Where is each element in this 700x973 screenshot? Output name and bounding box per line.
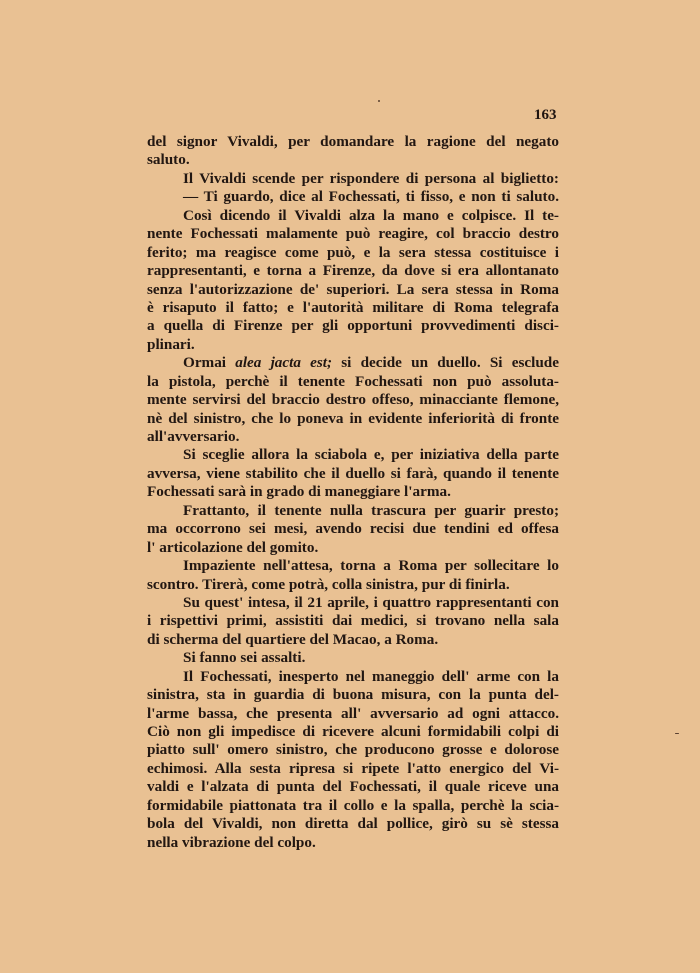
text-line bbox=[147, 354, 559, 372]
text-line: mente servirsi del braccio destro offeso, minacciante flemone, bbox=[147, 391, 559, 409]
italic-phrase: alea jacta est; bbox=[235, 354, 333, 372]
text-line: Il Fochessati, inesperto nel maneggio dell' arme con la bbox=[183, 667, 559, 685]
text-line: la pistola, perchè il tenente Fochessati non può assoluta- bbox=[147, 372, 559, 390]
scan-speck bbox=[675, 733, 679, 734]
text-line: è risaputo il fatto; e l'autorità militare di Roma telegrafa bbox=[147, 298, 559, 316]
text-line: nella vibrazione del colpo. bbox=[147, 833, 316, 851]
text-line: valdi e l'alzata di punta del Fochessati, il quale riceve una bbox=[147, 778, 559, 796]
text-line: bola del Vivaldi, non diretta dal pollice, girò su sè stessa bbox=[147, 815, 559, 833]
text-line: Impaziente nell'attesa, torna a Roma per sollecitare lo bbox=[183, 557, 559, 575]
text-line: — Ti guardo, dice al Fochessati, ti fisso, e non ti saluto. bbox=[183, 188, 559, 206]
text-line: a quella di Firenze per gli opportuni provvedimenti disci- bbox=[147, 317, 559, 335]
text-line: all'avversario. bbox=[147, 428, 240, 445]
text-line: ma occorrono sei mesi, avendo recisi due tendini ed offesa bbox=[147, 520, 559, 538]
text-span: si decide un duello. Si esclude bbox=[332, 354, 559, 372]
text-line: avversa, viene stabilito che il duello si farà, quando il tenente bbox=[147, 464, 559, 482]
page-number: 163 bbox=[534, 107, 557, 123]
text-line: l'arme bassa, che presenta all' avversario ad ogni attacco. bbox=[147, 704, 559, 722]
text-line: nente Fochessati malamente può reagire, col braccio destro bbox=[147, 225, 559, 243]
text-line: Il Vivaldi scende per rispondere di persona al biglietto: bbox=[183, 169, 559, 187]
text-line: Così dicendo il Vivaldi alza la mano e colpisce. Il te- bbox=[183, 206, 559, 224]
text-line: ferito; ma reagisce come può, e la sera stessa costituisce i bbox=[147, 243, 559, 261]
text-line: del signor Vivaldi, per domandare la ragione del negato bbox=[147, 133, 559, 150]
body-text bbox=[147, 133, 559, 852]
text-line: plinari. bbox=[147, 335, 195, 353]
text-line: Si sceglie allora la sciabola e, per iniziativa della parte bbox=[183, 446, 559, 464]
text-line: formidabile piattonata tra il collo e la spalla, perchè la scia- bbox=[147, 796, 559, 814]
text-line: sinistra, sta in guardia di buona misura, con la punta del- bbox=[147, 686, 559, 704]
text-line: di scherma del quartiere del Macao, a Roma. bbox=[147, 630, 439, 648]
text-span: Ormai bbox=[183, 354, 236, 372]
text-line: Ciò non gli impedisce di ricevere alcuni formidabili colpi di bbox=[147, 723, 559, 740]
text-line: Si fanno sei assalti. bbox=[183, 649, 306, 667]
text-line: senza l'autorizzazione de' superiori. La sera stessa in Roma bbox=[147, 280, 559, 298]
text-line: Frattanto, il tenente nulla trascura per guarir presto; bbox=[183, 501, 559, 519]
text-line: Fochessati sarà in grado di maneggiare l'arma. bbox=[147, 483, 451, 501]
text-line: echimosi. Alla sesta ripresa si ripete l'atto energico del Vi- bbox=[147, 759, 559, 777]
text-line: saluto. bbox=[147, 151, 190, 169]
text-line: scontro. Tirerà, come potrà, colla sinistra, pur di finirla. bbox=[147, 575, 510, 593]
text-line: l' articolazione del gomito. bbox=[147, 538, 319, 556]
text-line: piatto sull' omero sinistro, che producono grosse e dolorose bbox=[147, 741, 559, 759]
scan-speck bbox=[378, 100, 380, 102]
text-line: Su quest' intesa, il 21 aprile, i quattro rappresentanti con bbox=[183, 593, 559, 611]
text-line: rappresentanti, e torna a Firenze, da dove si era allontanato bbox=[147, 262, 559, 280]
text-line: i rispettivi primi, assistiti dai medici, si trovano nella sala bbox=[147, 612, 559, 630]
text-line: nè del sinistro, che lo poneva in evidente inferiorità di fronte bbox=[147, 409, 559, 427]
